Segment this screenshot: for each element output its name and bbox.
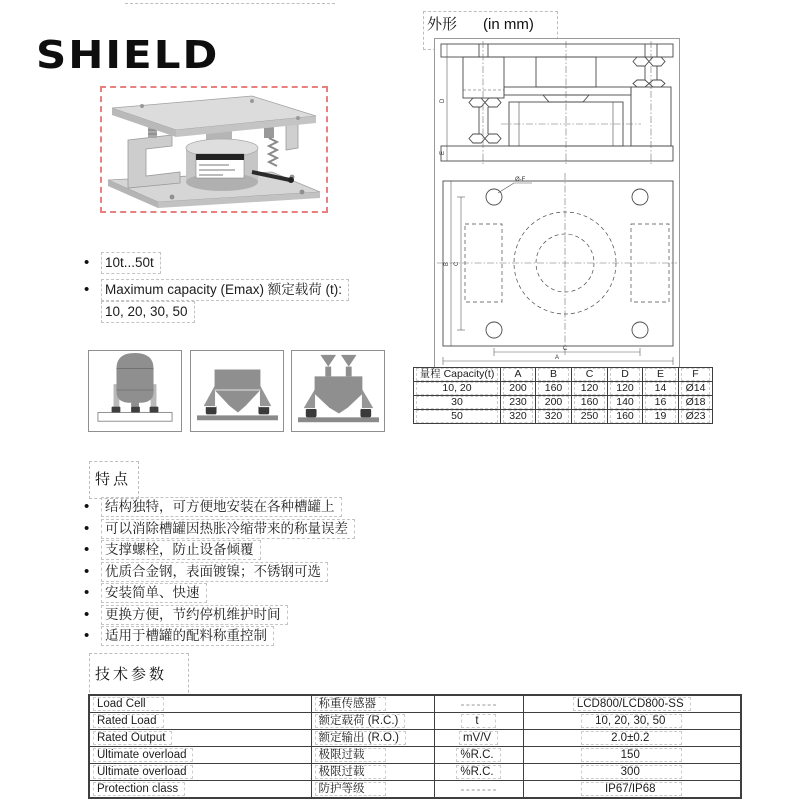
table-cell — [679, 368, 713, 382]
table-cell — [89, 695, 311, 713]
table-cell-text: mV/V — [459, 731, 498, 745]
table-cell-text: IP67/IP68 — [581, 782, 682, 796]
intro-bullet — [84, 279, 384, 323]
dim-label-c-horiz: C — [563, 346, 568, 352]
photo-left-bracket — [128, 135, 180, 188]
list-item-text: 适用于槽罐的配料称重控制 — [101, 626, 274, 646]
table-cell — [536, 410, 572, 424]
table-row — [89, 730, 741, 747]
table-cell — [679, 410, 713, 424]
table-cell — [643, 410, 679, 424]
table-cell — [536, 382, 572, 396]
table-cell-text: 300 — [581, 765, 682, 779]
table-cell-text: Protection class — [93, 782, 185, 796]
capacity-table — [413, 367, 713, 424]
table-cell — [572, 396, 608, 410]
table-cell — [523, 713, 741, 730]
table-cell — [643, 382, 679, 396]
list-item-text: 10, 20, 30, 50 — [101, 301, 195, 323]
table-cell-text: 极限过载 — [315, 765, 386, 779]
table-cell — [414, 382, 501, 396]
vertical-tank-application-icon — [88, 350, 182, 432]
drawing-title-zh: 外形 — [427, 16, 458, 33]
weighing-module-photo — [102, 88, 326, 211]
table-cell — [311, 781, 434, 799]
table-cell-text: 230 — [503, 396, 533, 409]
table-cell-text: LCD800/LCD800-SS — [573, 697, 691, 711]
table-cell — [89, 764, 311, 781]
feature-item — [84, 539, 404, 561]
feature-item — [84, 604, 404, 626]
table-cell-text: Ultimate overload — [93, 765, 193, 779]
table-cell-text: 19 — [645, 410, 676, 423]
table-cell — [643, 368, 679, 382]
table-cell — [311, 764, 434, 781]
table-cell — [311, 730, 434, 747]
table-cell-text: 120 — [610, 382, 640, 395]
list-item-text: 更换方便，节约停机维护时间 — [101, 605, 288, 625]
table-cell-text: %R.C. — [456, 748, 500, 762]
feature-item — [84, 496, 404, 518]
table-cell — [434, 781, 523, 799]
table-cell — [414, 396, 501, 410]
list-item-text: 可以消除槽罐因热胀冷缩带来的称量误差 — [101, 519, 355, 539]
features-heading: 特点 — [95, 471, 132, 488]
table-cell — [523, 747, 741, 764]
table-cell-text: 200 — [503, 382, 533, 395]
list-item-text: 支撑螺栓，防止设备倾覆 — [101, 540, 261, 560]
table-cell — [572, 368, 608, 382]
table-cell-text: 16 — [645, 396, 676, 409]
photo-load-cell — [186, 130, 258, 191]
table-cell-text: E — [645, 368, 676, 381]
table-cell — [608, 396, 643, 410]
table-cell-text: t — [461, 714, 496, 728]
feature-item — [84, 625, 404, 647]
dim-label-b: B — [444, 261, 450, 266]
hopper-application-icon — [190, 350, 284, 432]
table-cell — [523, 695, 741, 713]
table-cell — [434, 713, 523, 730]
photo-top-plate — [112, 96, 316, 137]
table-cell — [89, 730, 311, 747]
table-cell-text: 称重传感器 — [315, 697, 386, 711]
table-cell-text: 14 — [645, 382, 676, 395]
table-cell-text: 2.0±0.2 — [581, 731, 682, 745]
product-photo-highlight-box — [100, 86, 328, 213]
table-cell — [608, 410, 643, 424]
table-row — [89, 713, 741, 730]
dim-label-c-vert: C — [454, 261, 460, 266]
table-cell — [523, 764, 741, 781]
table-cell — [523, 781, 741, 799]
table-cell — [414, 368, 501, 382]
list-item-text: 安装简单、快速 — [101, 583, 207, 603]
table-cell — [501, 368, 536, 382]
table-cell-text: 10, 20 — [416, 382, 498, 395]
technical-drawing-frame — [434, 38, 680, 371]
table-cell-text: Ø18 — [681, 396, 710, 409]
table-cell — [501, 382, 536, 396]
table-cell-text: 200 — [538, 396, 569, 409]
table-row — [414, 396, 713, 410]
intro-bullet — [84, 252, 384, 274]
table-row — [89, 764, 741, 781]
table-cell-text: D — [610, 368, 640, 381]
table-cell — [536, 396, 572, 410]
drawing-unit-note: (in mm) — [483, 16, 534, 33]
table-cell-text: Ø23 — [681, 410, 710, 423]
table-cell-text: C — [574, 368, 605, 381]
list-item-text: 结构独特，可方便地安装在各种槽罐上 — [101, 497, 342, 517]
table-cell — [311, 747, 434, 764]
table-cell — [434, 747, 523, 764]
feature-item — [84, 518, 404, 540]
table-cell-text: 额定输出 (R.O.) — [315, 731, 407, 745]
table-cell-text: 250 — [574, 410, 605, 423]
list-item-text: 10t...50t — [101, 252, 161, 274]
table-cell — [536, 368, 572, 382]
table-cell — [311, 713, 434, 730]
table-cell-text: B — [538, 368, 569, 381]
table-cell-text: 320 — [538, 410, 569, 423]
table-cell — [311, 695, 434, 713]
technical-drawing — [435, 39, 679, 370]
table-cell — [434, 695, 523, 713]
table-cell-text — [461, 789, 496, 791]
table-cell-text: 50 — [416, 410, 498, 423]
table-row — [89, 695, 741, 713]
table-cell — [501, 396, 536, 410]
table-cell-text: Ø14 — [681, 382, 710, 395]
table-cell — [679, 396, 713, 410]
brand-logo: SHIELD — [36, 32, 220, 78]
table-cell-text — [461, 704, 496, 706]
table-cell-text: %R.C. — [456, 765, 500, 779]
feature-item — [84, 561, 404, 583]
table-header-row — [414, 368, 713, 382]
table-cell-text: F — [681, 368, 710, 381]
table-row — [89, 747, 741, 764]
table-cell — [643, 396, 679, 410]
table-cell-text: 防护等级 — [315, 782, 386, 796]
annotation-dash-line — [125, 3, 335, 4]
list-item-text: Maximum capacity (Emax) 额定载荷 (t): — [101, 279, 349, 301]
features-list — [84, 496, 404, 647]
table-cell-text: 量程 Capacity(t) — [416, 368, 498, 381]
table-cell-text: 极限过载 — [315, 748, 386, 762]
dim-label-hole: Ø-F — [515, 177, 526, 183]
specs-table — [88, 694, 742, 799]
drawing-title — [427, 13, 534, 34]
table-cell — [679, 382, 713, 396]
table-cell-text: 150 — [581, 748, 682, 762]
table-cell — [434, 764, 523, 781]
table-cell-text: A — [503, 368, 533, 381]
table-cell-text: 160 — [538, 382, 569, 395]
table-cell — [572, 410, 608, 424]
dim-label-a: A — [555, 355, 560, 361]
feature-item — [84, 582, 404, 604]
table-cell — [523, 730, 741, 747]
table-row — [414, 410, 713, 424]
table-cell-text: Load Cell — [93, 697, 164, 711]
table-cell-text: 160 — [574, 396, 605, 409]
table-cell — [572, 382, 608, 396]
table-cell-text: Ultimate overload — [93, 748, 193, 762]
intro-bullet-list — [84, 252, 384, 328]
table-cell-text: Rated Output — [93, 731, 172, 745]
table-cell — [501, 410, 536, 424]
table-cell — [608, 382, 643, 396]
table-row — [414, 382, 713, 396]
table-cell — [89, 747, 311, 764]
list-item-text: 优质合金钢，表面镀镍；不锈钢可选 — [101, 562, 328, 582]
table-cell — [414, 410, 501, 424]
table-cell-text: 额定载荷 (R.C.) — [315, 714, 406, 728]
table-cell-text: 320 — [503, 410, 533, 423]
table-cell — [89, 713, 311, 730]
table-cell — [608, 368, 643, 382]
dim-label-e: E — [440, 150, 446, 155]
table-cell-text: 10, 20, 30, 50 — [581, 714, 682, 728]
table-cell-text: 120 — [574, 382, 605, 395]
table-row — [89, 781, 741, 799]
table-cell-text: 160 — [610, 410, 640, 423]
dim-label-d: D — [440, 98, 446, 103]
specs-heading: 技术参数 — [95, 666, 168, 683]
table-cell — [434, 730, 523, 747]
table-cell-text: 30 — [416, 396, 498, 409]
table-cell-text: Rated Load — [93, 714, 164, 728]
table-cell-text: 140 — [610, 396, 640, 409]
dual-feed-hopper-application-icon — [291, 350, 385, 432]
table-cell — [89, 781, 311, 799]
